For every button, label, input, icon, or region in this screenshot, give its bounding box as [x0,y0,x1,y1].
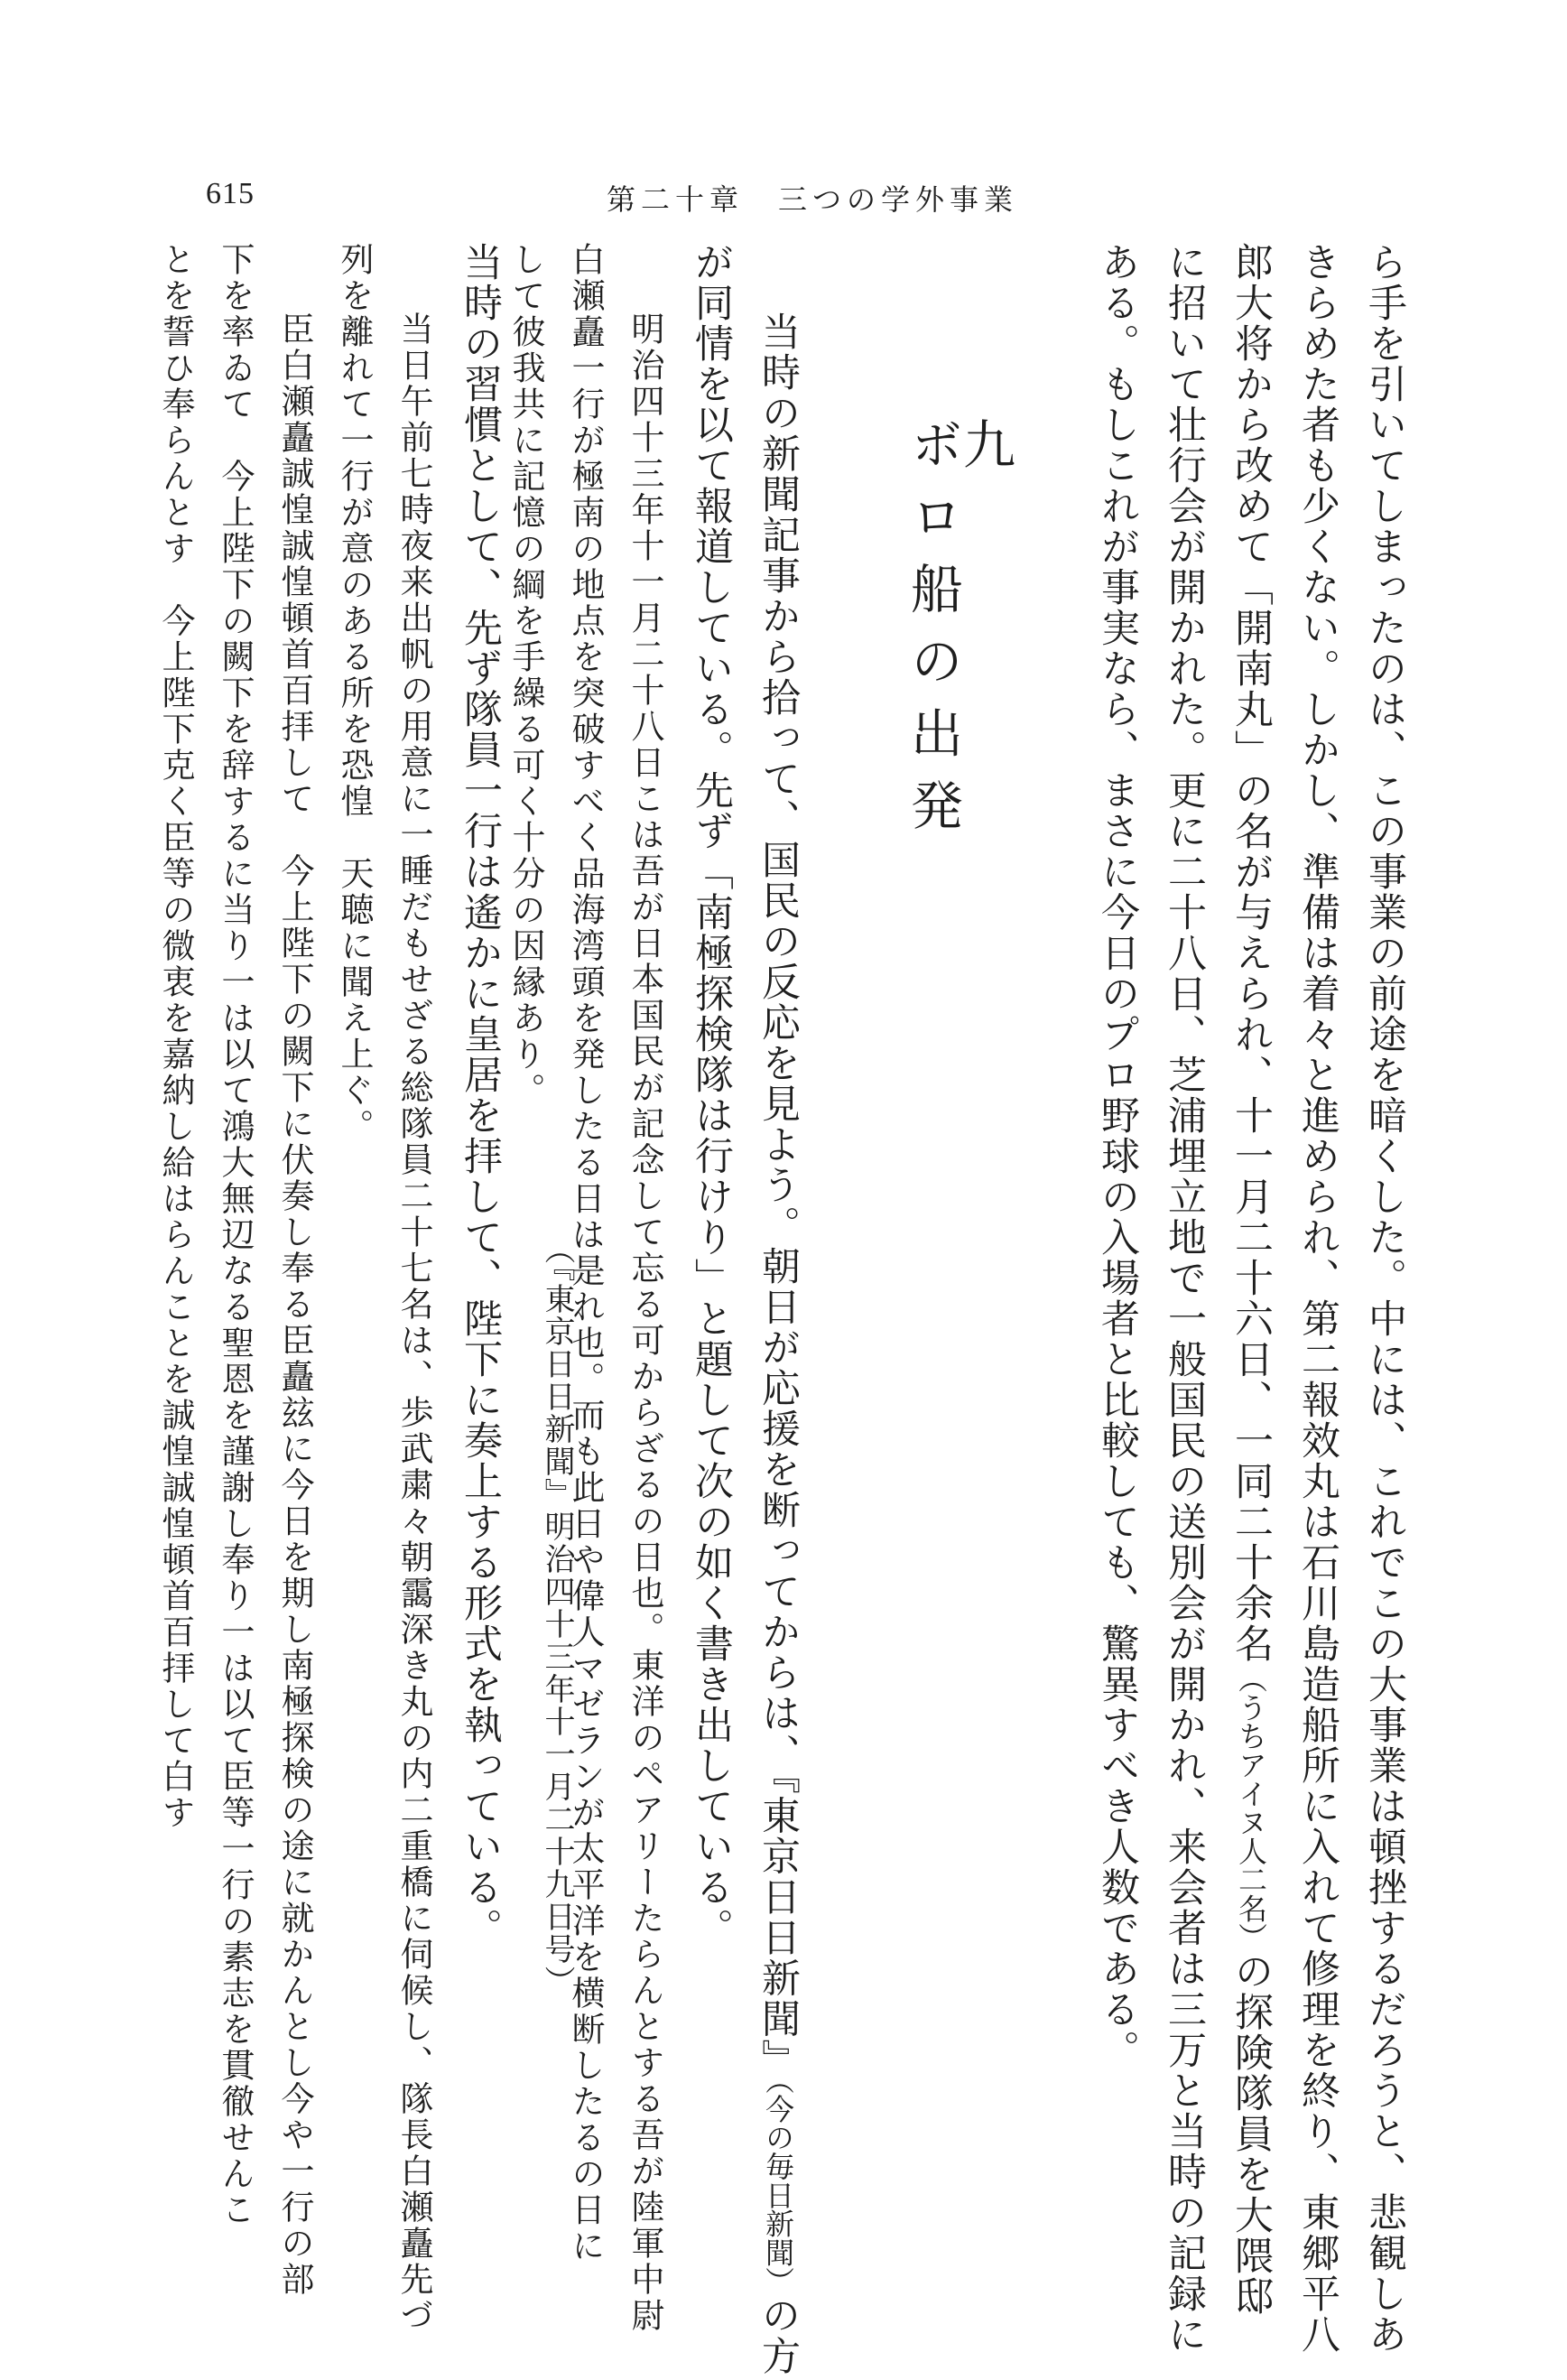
quote1-line-1: 明治四十三年十一月二十八日こは吾が日本国民が記念して忘る可からざるの日也。東洋のペアリーたらんとする吾が陸軍中尉 [626,311,664,2334]
body-top-line-4: に招いて壮行会が開かれた。更に二十八日、芝浦埋立地で一般国民の送別会が開かれ、来会者は三万と当時の記録に [1162,242,1207,2355]
quote2-line-3: 臣白瀬矗誠惶誠惶頓首百拝して 今上陛下の闕下に伏奏し奉る臣矗玆に今日を期し南極探検の途に就かんとし今や一行の部 [275,311,314,2298]
quote2-line-4: 下を率ゐて 今上陛下の闕下を辞するに当り一は以て鴻大無辺なる聖恩を謹謝し奉り一は以て臣等一行の素志を貫徹せんこ [216,242,255,2228]
body-bottom-line-1: 当時の習慣として、先ず隊員一行は遙かに皇居を拝して、陛下に奏上する形式を執っている。 [458,242,503,1948]
body-top-line-2: きらめた者も少くない。しかし、準備は着々と進められ、第二報效丸は石川島造船所に入れて修理を終り、東郷平八 [1295,242,1340,2355]
body-top-line-3 [1229,242,1274,2318]
quote1-source: （『東京日日新聞』明治四十三年十一月二十九日号） [539,1233,575,1998]
body-mid-line-2: が同情を以て報道している。先ず「南極探検隊は行けり」と題して次の如く書き出している。 [689,242,734,1948]
body-mid-line-1-main: 当時の新聞記事から拾って、国民の反応を見よう。朝日が応援を断ってからは、『東京日日新聞』 [756,311,801,2080]
body-top-line-5: ある。もしこれが事実なら、まさに今日のプロ野球の入場者と比較しても、驚異すべき人数である。 [1095,242,1140,2070]
quote2-line-2: 列を離れて一行が意のある所を恐惶 天聴に聞え上ぐ。 [335,242,374,1145]
body-top-line-3-main: 郎大将から改めて「開南丸」の名が与えられ、十一月二十六日、一同二十余名 [1229,242,1274,1664]
body-top-line-3-tail: の探険隊員を大隈邸 [1229,1951,1274,2318]
body-mid-line-1 [756,311,801,2377]
quote2-line-5: とを誓ひ奉らんとす 今上陛下克く臣等の微衷を嘉納し給はらんことを誠惶誠惶頓首百拝して白す [156,242,195,1831]
quote1-line-3: して彼我共に記憶の綱を手繰る可く十分の因縁あり。 [506,242,545,1109]
body-mid-line-1-note: （今の毎日新聞） [761,2079,795,2296]
body-top-line-3-note: （うちアイヌ人二名） [1234,1664,1268,1952]
running-head: 第二十章 三つの学外事業 [607,182,1019,217]
page-number: 615 [206,177,255,210]
section-heading [902,417,1015,851]
section-number: 九 [954,417,1015,469]
body-top-line-1: ら手を引いてしまったのは、この事業の前途を暗くした。中には、これでこの大事業は頓挫するだろうと、悲観しあ [1362,242,1407,2355]
quote1-line-2: 白瀬矗一行が極南の地点を突破すべく品海湾頭を発したる日は是れ也。而も此日や偉人マゼランが太平洋を横断したるの日に [566,242,605,2264]
section-title: ボロ船の出発 [902,417,963,851]
body-mid-line-1-tail: の方 [756,2295,801,2377]
quote2-line-1: 当日午前七時夜来出帆の用意に一睡だもせざる総隊員二十七名は、歩武粛々朝靄深き丸の内二重橋に伺候し、隊長白瀬矗先づ [394,311,433,2334]
